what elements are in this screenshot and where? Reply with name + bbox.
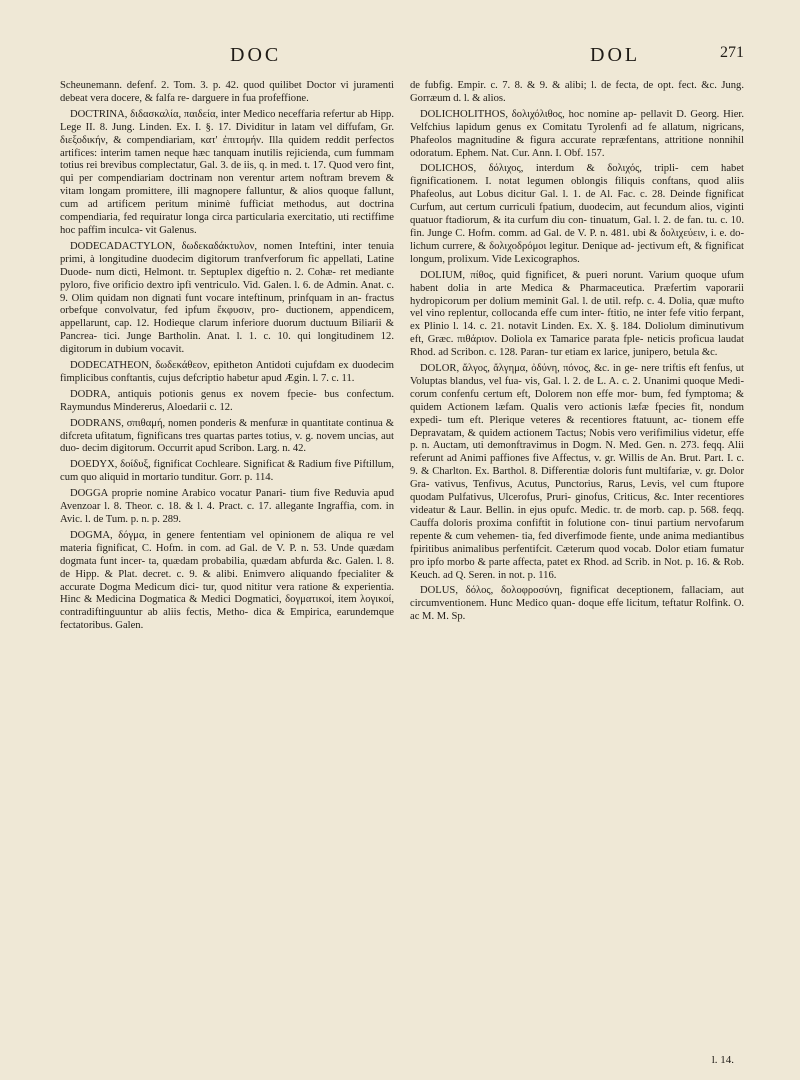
entry-dodecadactylon: DODECADACTYLON, δωδεκαδάκτυλον, nomen Inteftini, inter tenuia primi, à longitudine duodecim digitorum tranfverforum fic appellati, Latine Duode- num dictì, Helmont. tr. Septuplex digeftio n. 2. Cohæ- ret mediante pyloro, five orificio dextro ipfi ventriculo. Vid. Galen. l. 6. de Admin. Anat. c. 9. Olim quidam non dignati funt vocare inteftinum, prinfquam in an- fractus orbefque convolvatur, fed ipfum ἔκφυσιν, pro- ductionem, appendicem, appellarunt, cap. 12. Hodieque clarum inferiore duorum ductuum Biliarii & Pancrea- tici. Junge Bartholin. Anat. l. 1. c. 10. qui longitudinem 12. digitorum in dubium vocavit. bbox=[60, 240, 394, 356]
right-column bbox=[410, 80, 744, 1062]
entry-dodecatheon: DODECATHEON, δωδεκάθεον, epitheton Antidoti cujufdam ex duodecim fimplicibus conftantis, cujus defcriptio habetur apud Ægin. l. 7. c. 11. bbox=[60, 360, 394, 384]
page-header bbox=[60, 38, 744, 78]
entry-dolus: DOLUS, δόλος, δολοφροσύνη, fignificat deceptionem, fallaciam, aut circumventionem. Hunc Medico quan- doque effe licitum, teftatur Rolfink. O. ac M. M. Sp. bbox=[410, 585, 744, 623]
entry-paragraph: de fubfig. Empir. c. 7. 8. & 9. & alibi; l. de fecta, de opt. fect. &c. Jung. Gorræum d. l. & alios. bbox=[410, 80, 744, 104]
left-column bbox=[60, 80, 394, 1062]
entry-dogma: DOGMA, δόγμα, in genere fententiam vel opinionem de aliqua re vel materia fignificat, C. Hofm. in com. ad Gal. de V. P. n. 53. Unde quædam dogmata funt incer- ta, quædam probabilia, quædam abfurda &c. Galen. l. 8. de Hipp. & Plat. decret. c. 9. & alibi. Enimvero aliquando fpecialiter & accurate Dogma Medicum dici- tur, quod nititur vera ratione & experientia. Hinc & Medicina Dogmatica & Medici Dogmatici, δογματικοί, item λογικοί, contradiftinguuntur ab aliis fectis, Metho- dica & Empirica, earundemque fectatoribus. Galen. bbox=[60, 529, 394, 632]
entry-doedyx: DOEDYX, δοίδυξ, fignificat Cochleare. Significat & Radium five Piftillum, cum quo aliquid in mortario tunditur. Gorr. p. 114. bbox=[60, 459, 394, 484]
running-head-right: DOL bbox=[590, 44, 641, 66]
entry-dodra: DODRA, antiquis potionis genus ex novem fpecie- bus confectum. Raymundus Mindererus, Aloedarii c. 12. bbox=[60, 388, 394, 413]
entry-dolicholithos: DOLICHOLITHOS, δολιχόλιθος, hoc nomine ap- pellavit D. Georg. Hier. Velfchius lapidum genus ex Comitatu Tyrolenfi ad fe allatum, nigricans, Phafeolos magnitudine & figura accurate repræfentans, attritione nonnihil odoratum. Ephem. Nat. Cur. Ann. I. Obf. 157. bbox=[410, 108, 744, 159]
catchword: l. 14. bbox=[711, 1054, 734, 1066]
entry-dogga: DOGGA proprie nomine Arabico vocatur Panari- tium five Reduvia apud Avenzoar l. 8. Theor. c. 18. & l. 4. Pract. c. 17. allegante Ingraffia, com. in Avic. l. de Tum. p. n. p. 289. bbox=[60, 488, 394, 525]
entry-paragraph: Scheunemann. defenf. 2. Tom. 3. p. 42. quod quilibet Doctor vi juramenti debeat vera docere, & falfa re- darguere in fua profeffione. bbox=[60, 80, 394, 104]
entry-dolichos: DOLICHOS, δόλιχος, interdum & δολιχός, tripli- cem habet fignificationem. I. notat legumen oblongis filiquis conftans, quod aliis Phafeolus, aut Lobus dicitur Gal. l. 1. de Al. Fac. c. 28. Deinde fignificat Curfum, aut certum curriculi fpatium, duodecim, aut fecundum alios, viginti quatuor ftadiorum, & ita curfum diu con- tinuatum, Gal. l. 2. de fan. tu. c. 10. fin. Junge C. Hofm. comm. ad Gal. de V. P. n. 481. ubi & δολιχεύειν, i. e. do- lichum currere, & δολιχοδρόμοι legitur. Denique ad- jectivum eft, & fignificat longum, prolixum. Vide Lexicographos. bbox=[410, 163, 744, 265]
entry-doctrina: DOCTRINA, διδασκαλία, παιδεία, inter Medico neceffaria refertur ab Hipp. Lege II. 8. Jung. Linden. Ex. I. §. 17. Dividitur in latam vel diffufam, Gr. διεξοδικήν, & compendiariam, κατ' ἐπιτομήν. Illa quidem reddit perfectos artifices: interim tamen neque hæc tanquam inutilis rejicienda, cum fummam totius rei brevibus complectatur, Gal. 3. de iis, q. in med. t. 17. Quod vero fint, qui per compendiariam doctrinam non verentur artem noftram brevem & vitam longam promittere, illi magnopere falluntur, & alios quoque fallunt, cum ad artificem peritum minimè fufficiat methodus, aut doctrina compendiaria, fed requiratur longa circa particularia exercitatio, uti rectiffime hoc paffim inculca- vit Galenus. bbox=[60, 108, 394, 236]
entry-dodrans: DODRANS, σπιθαμή, nomen ponderis & menfuræ in quantitate continua & difcreta ufitatum, fignificans tres quartas partes totius, v. g. novem uncias, aut duo- decim digitorum. Occurrit apud Scribon. Larg. n. 42. bbox=[60, 417, 394, 455]
entry-dolor: DOLOR, ἄλγος, ἄλγημα, ὀδύνη, πόνος, &c. in ge- nere triftis eft fenfus, ut Voluptas blandus, vel fua- vis, Gal. l. 2. de L. A. c. 2. Unanimi quoque Medi- corum confenfu certum eft, Dolorem non effe mor- bum, fed fymptoma; & quidem Actionem læfam. Qualis vero actionis læfæ fpecies fit, nondum expedi- tum eft. Plerique veteres & recentiores ftatuunt, ac- tionem effe Depravatam, & quidem actionem Tactus; Nobis vero verifimilius videtur, effe p. n. Auctam, uti demonftravimus in Dogm. N. Med. Gen. n. 273. feqq. Alii referunt ad Animi paffiones five Affectus, v. gr. Willis de An. Brut. Part. I. c. 9. & Charlton. Ex. Barthol. 8. Differentiæ doloris funt multifariæ, v. gr. Dolor Gra- vativus, Tenfivus, Acutus, Punctorius, Rarus, Levis, vel cum ftupore quodam Pulfativus, Ulcerofus, Pruri- ginofus, Criticus, &c. Inter recentiores videatur & Laur. Bellin. in ejus opufc. Medic. tr. de morb. cap. p. 568. feqq. Cauffa doloris proxima confiftit in folutione con- tinui partium nervofarum repente & cum vehemen- tia, fed diverfimode fiente, unde anima mediantibus fpiritibus animalibus perfentifcit. Cæterum quod vocab. Dolor etiam fumatur pro ipfo morbo & parte affecta, patet ex Rhod. ad Scrib. in Not. p. 16. & Rob. Keuch. ad Q. Seren. in not. p. 116. bbox=[410, 363, 744, 581]
page-number: 271 bbox=[720, 44, 744, 61]
running-head-left: DOC bbox=[230, 44, 282, 66]
entry-dolium: DOLIUM, πίθος, quid fignificet, & pueri norunt. Varium quoque ufum habent dolia in arte Medica & Pharmaceutica. Præfertim vaporarii hydropicorum per dolium meminit Gal. l. de util. refp. c. 4. Dolia, quæ mufto vel vino replentur, collocanda effe cum inter- ftitio, ne inter fefe vitio ferpant, ex Plinio l. 14. c. 21. notavit Linden. Ex. X. §. 184. Doliolum diminutivum eft, Græc. πιθάριον. Doliola ex Tamarice parata fple- neticis proficua laudat Rhod. ad Scribon. c. 128. Paran- tur etiam ex larice, junipero, betula &c. bbox=[410, 269, 744, 359]
text-columns bbox=[60, 80, 744, 1062]
